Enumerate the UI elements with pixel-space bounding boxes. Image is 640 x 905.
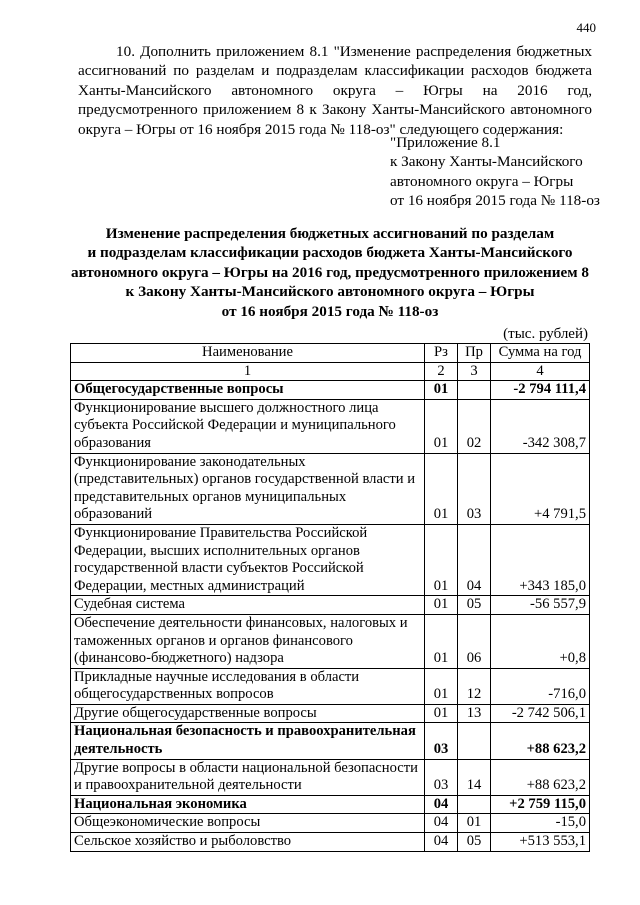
- name-cell: Другие общегосударственные вопросы: [71, 704, 425, 723]
- table-row: [71, 614, 590, 668]
- pr-cell: 03: [458, 453, 491, 524]
- sum-cell: +2 759 115,0: [491, 795, 590, 814]
- sum-cell: -2 794 111,4: [491, 381, 590, 400]
- name-cell: Сельское хозяйство и рыболовство: [71, 833, 425, 852]
- col-number: 1: [71, 362, 425, 381]
- name-cell: Судебная система: [71, 596, 425, 615]
- rz-cell: 03: [425, 759, 458, 795]
- name-cell: Общегосударственные вопросы: [71, 381, 425, 400]
- name-cell: Обеспечение деятельности финансовых, налоговых и таможенных органов и органов финансового (финансово-бюджетного) надзора: [71, 614, 425, 668]
- title-line: Изменение распределения бюджетных ассигнований по разделам: [105, 225, 555, 242]
- rz-cell: 01: [425, 596, 458, 615]
- table-row: [71, 453, 590, 524]
- sum-cell: +4 791,5: [491, 453, 590, 524]
- rz-cell: 01: [425, 524, 458, 595]
- pr-cell: 04: [458, 524, 491, 595]
- rz-cell: 01: [425, 381, 458, 400]
- intro-text: 10. Дополнить приложением 8.1 "Изменение распределения бюджетных ассигнований по разделам и подразделам классификации расходов бюджета Ханты-Мансийского автономного округа – Югры на 2016 год, предусмотренного приложением 8 к Закону Ханты-Мансийского автономного округа – Югры от 16 ноября 2015 года № 118-оз" следующего содержания:: [78, 43, 592, 138]
- rz-cell: 04: [425, 833, 458, 852]
- table-row: [71, 381, 590, 400]
- name-cell: Национальная безопасность и правоохранительная деятельность: [71, 723, 425, 759]
- name-cell: Общеэкономические вопросы: [71, 814, 425, 833]
- title-line: автономного округа – Югры на 2016 год, предусмотренного приложением 8: [70, 263, 590, 281]
- name-cell: Прикладные научные исследования в области общегосударственных вопросов: [71, 668, 425, 704]
- table-row: [71, 759, 590, 795]
- table-row: [71, 596, 590, 615]
- table-row: [71, 399, 590, 453]
- header-pr: Пр: [458, 344, 491, 363]
- table-row: [71, 723, 590, 759]
- title-line: от 16 ноября 2015 года № 118-оз: [221, 302, 439, 320]
- sum-cell: -342 308,7: [491, 399, 590, 453]
- pr-cell: [458, 795, 491, 814]
- rz-cell: 01: [425, 704, 458, 723]
- sum-cell: -15,0: [491, 814, 590, 833]
- pr-cell: 05: [458, 596, 491, 615]
- sum-cell: -716,0: [491, 668, 590, 704]
- table-row: [71, 524, 590, 595]
- name-cell: Функционирование Правительства Российской Федерации, высших исполнительных органов государственной власти субъектов Российской Федерации, местных администраций: [71, 524, 425, 595]
- rz-cell: 01: [425, 668, 458, 704]
- table-row: [71, 668, 590, 704]
- column-number-row: [71, 362, 590, 381]
- title-line: и подразделам классификации расходов бюджета Ханты-Мансийского: [87, 244, 573, 262]
- rz-cell: 04: [425, 795, 458, 814]
- budget-table: [70, 343, 590, 852]
- sum-cell: +88 623,2: [491, 723, 590, 759]
- table-row: [71, 795, 590, 814]
- pr-cell: [458, 723, 491, 759]
- pr-cell: 05: [458, 833, 491, 852]
- table-body: [71, 381, 590, 851]
- rz-cell: 04: [425, 814, 458, 833]
- unit-label: (тыс. рублей): [503, 326, 588, 342]
- sum-cell: +0,8: [491, 614, 590, 668]
- intro-paragraph: [78, 42, 592, 139]
- table-row: [71, 833, 590, 852]
- rz-cell: 01: [425, 614, 458, 668]
- pr-cell: 01: [458, 814, 491, 833]
- table-header-row: [71, 344, 590, 363]
- header-rz: Рз: [425, 344, 458, 363]
- rz-cell: 01: [425, 453, 458, 524]
- col-number: 3: [458, 362, 491, 381]
- pr-cell: 12: [458, 668, 491, 704]
- col-number: 4: [491, 362, 590, 381]
- appendix-ref-line: "Приложение 8.1: [390, 134, 501, 151]
- sum-cell: +88 623,2: [491, 759, 590, 795]
- pr-cell: 02: [458, 399, 491, 453]
- document-title: [70, 224, 590, 321]
- table-row: [71, 704, 590, 723]
- pr-cell: 14: [458, 759, 491, 795]
- appendix-ref-line: от 16 ноября 2015 года № 118-оз: [390, 192, 600, 210]
- title-line: к Закону Ханты-Мансийского автономного округа – Югры: [125, 283, 535, 301]
- page-number: 440: [576, 20, 596, 35]
- name-cell: Национальная экономика: [71, 795, 425, 814]
- name-cell: Функционирование высшего должностного лица субъекта Российской Федерации и муниципального образования: [71, 399, 425, 453]
- pr-cell: 06: [458, 614, 491, 668]
- table-row: [71, 814, 590, 833]
- sum-cell: +513 553,1: [491, 833, 590, 852]
- sum-cell: +343 185,0: [491, 524, 590, 595]
- header-sum: Сумма на год: [491, 344, 590, 363]
- appendix-ref-line: автономного округа – Югры: [390, 172, 574, 190]
- name-cell: Другие вопросы в области национальной безопасности и правоохранительной деятельности: [71, 759, 425, 795]
- pr-cell: 13: [458, 704, 491, 723]
- sum-cell: -56 557,9: [491, 596, 590, 615]
- rz-cell: 03: [425, 723, 458, 759]
- name-cell: Функционирование законодательных (представительных) органов государственной власти и представительных органов муниципальных образований: [71, 453, 425, 524]
- pr-cell: [458, 381, 491, 400]
- appendix-reference: [390, 133, 600, 211]
- header-name: Наименование: [71, 344, 425, 363]
- appendix-ref-line: к Закону Ханты-Мансийского: [390, 153, 583, 171]
- sum-cell: -2 742 506,1: [491, 704, 590, 723]
- rz-cell: 01: [425, 399, 458, 453]
- col-number: 2: [425, 362, 458, 381]
